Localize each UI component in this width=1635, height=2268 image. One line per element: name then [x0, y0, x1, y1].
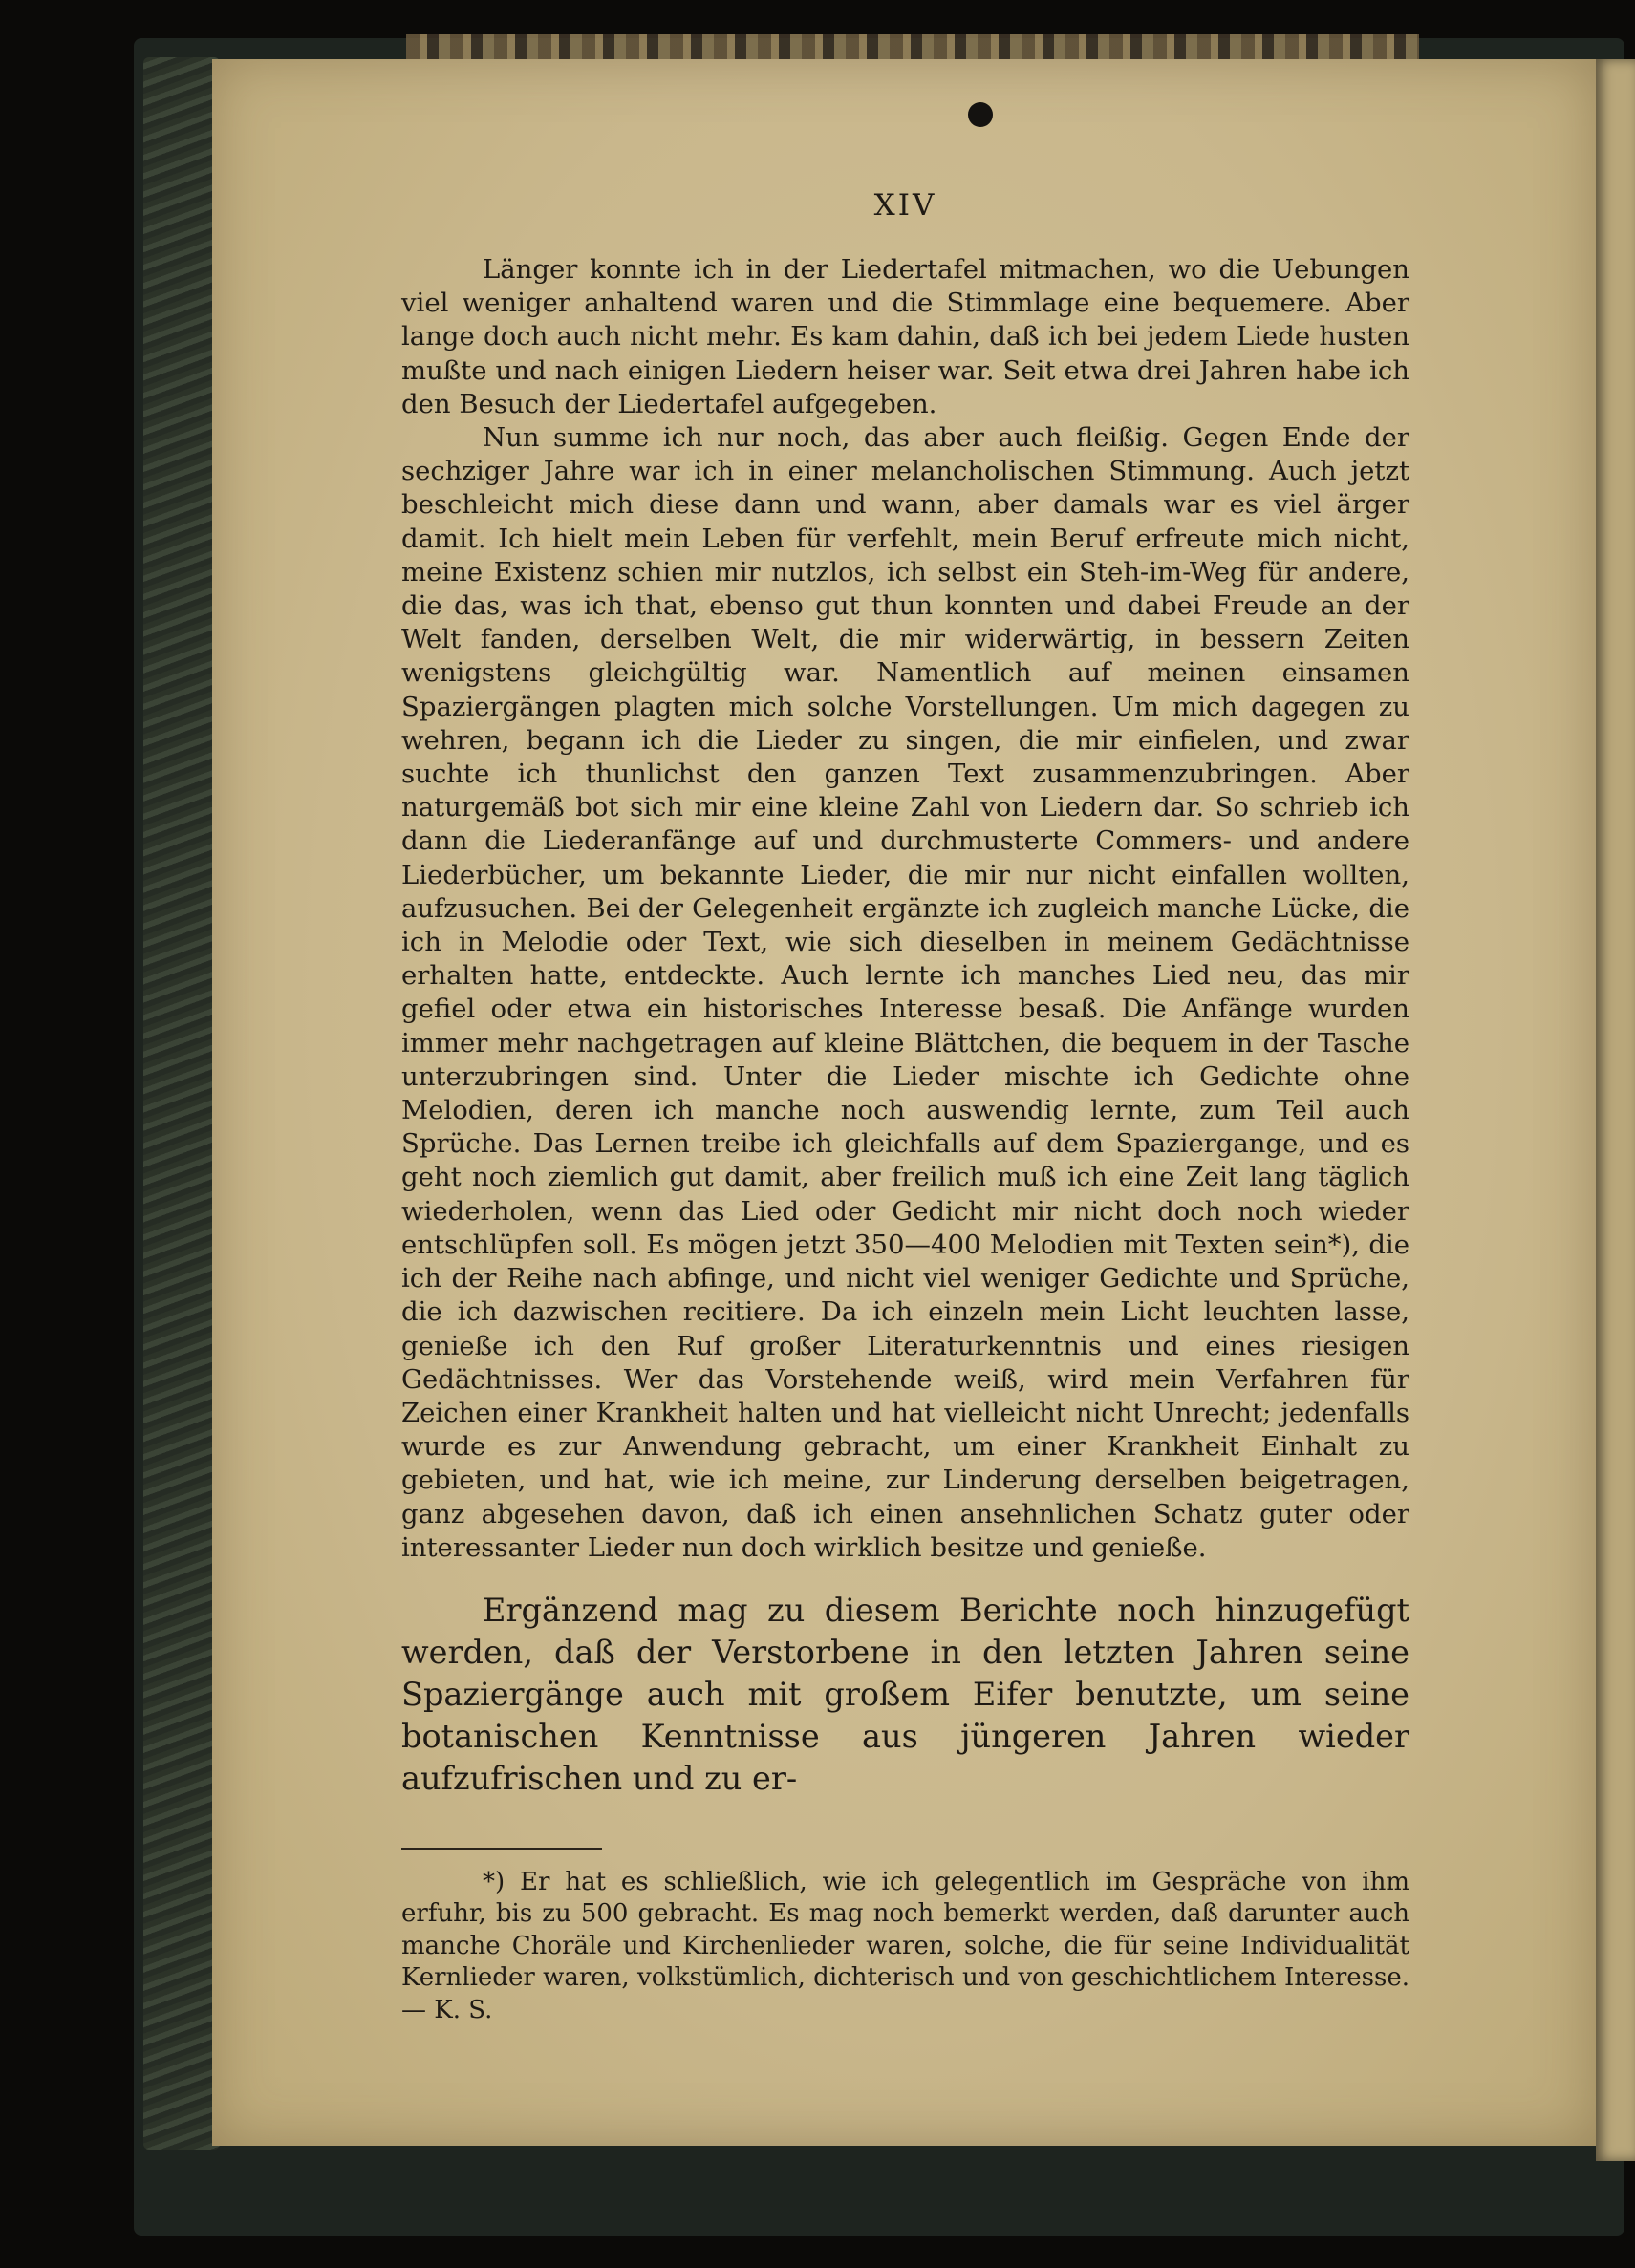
- paragraph-2: Nun summe ich nur noch, das aber auch fleißig. Gegen Ende der sechziger Jahre war ich in einer melancholischen Stimmung. Auch jetzt beschleicht mich diese dann und wann, aber damals war es viel ärger damit. Ich hielt mein Leben für verfehlt, mein Beruf erfreute mich nicht, meine Existenz schien mir nutzlos, ich selbst ein Steh-im-Weg für andere, die das, was ich that, ebenso gut thun konnten und dabei Freude an der Welt fanden, derselben Welt, die mir widerwärtig, in bessern Zeiten wenigstens gleichgültig war. Namentlich auf meinen einsamen Spaziergängen plagten mich solche Vorstellungen. Um mich dagegen zu wehren, begann ich die Lieder zu singen, die mir einfielen, und zwar suchte ich thunlichst den ganzen Text zusammenzubringen. Aber naturgemäß bot sich mir eine kleine Zahl von Liedern dar. So schrieb ich dann die Liederanfänge auf und durchmusterte Commers- und andere Liederbücher, um bekannte Lieder, die mir nur nicht einfallen wollten, aufzusuchen. Bei der Gelegenheit ergänzte ich zugleich manche Lücke, die ich in Melodie oder Text, wie sich dieselben in meinem Gedächtnisse erhalten hatte, entdeckte. Auch lernte ich manches Lied neu, das mir gefiel oder etwa ein historisches Interesse besaß. Die Anfänge wurden immer mehr nachgetragen auf kleine Blättchen, die bequem in der Tasche unterzubringen sind. Unter die Lieder mischte ich Gedichte ohne Melodien, deren ich manche noch auswendig lernte, zum Teil auch Sprüche. Das Lernen treibe ich gleichfalls auf dem Spaziergange, und es geht noch ziemlich gut damit, aber freilich muß ich eine Zeit lang täglich wiederholen, wenn das Lied oder Gedicht mir nicht doch noch wieder entschlüpfen soll. Es mögen jetzt 350—400 Melodien mit Texten sein*), die ich der Reihe nach abfinge, und nicht viel weniger Gedichte und Sprüche, die ich dazwischen recitiere. Da ich einzeln mein Licht leuchten lasse, genieße ich den Ruf großer Literaturkenntnis und eines riesigen Gedächtnisses. Wer das Vorstehende weiß, wird mein Verfahren für Zeichen einer Krankheit halten und hat vielleicht nicht Unrecht; jedenfalls wurde es zur Anwendung gebracht, um einer Krankheit Einhalt zu gebieten, und hat, wie ich meine, zur Linderung derselben beigetragen, ganz abgesehen davon, daß ich einen ansehnlichen Schatz guter oder interessanter Lieder nun doch wirklich besitze und genieße.: [401, 422, 1409, 1563]
- footnote-rule: [401, 1848, 602, 1850]
- paragraph-3: Ergänzend mag zu diesem Berichte noch hinzugefügt werden, daß der Verstorbene in den letzten Jahren seine Spaziergänge auch mit großem Eifer benutzte, um seine botanischen Kenntnisse aus jüngeren Jahren wieder aufzufrischen und zu er-: [401, 1591, 1409, 1797]
- text-column: [401, 188, 1409, 2026]
- book-spine: [143, 57, 220, 2150]
- facing-page-edge: [1596, 59, 1635, 2161]
- paragraph-1: Länger konnte ich in der Liedertafel mitmachen, wo die Uebungen viel weniger anhaltend waren und die Stimmlage eine bequemere. Aber lange doch auch nicht mehr. Es kam dahin, daß ich bei jedem Liede husten mußte und nach einigen Liedern heiser war. Seit etwa drei Jahren habe ich den Besuch der Liedertafel aufgegeben.: [401, 254, 1409, 419]
- page-number: XIV: [873, 188, 937, 223]
- footnote: *) Er hat es schließlich, wie ich gelegentlich im Gespräche von ihm erfuhr, bis zu 500 gebracht. Es mag noch bemerkt werden, daß darunter auch manche Choräle und Kirchenlieder waren, solche, die für seine Individualität Kernlieder waren, volkstümlich, dichterisch und von geschichtlichem Interesse. — K. S.: [401, 1867, 1409, 2024]
- binding-hole: [968, 102, 993, 127]
